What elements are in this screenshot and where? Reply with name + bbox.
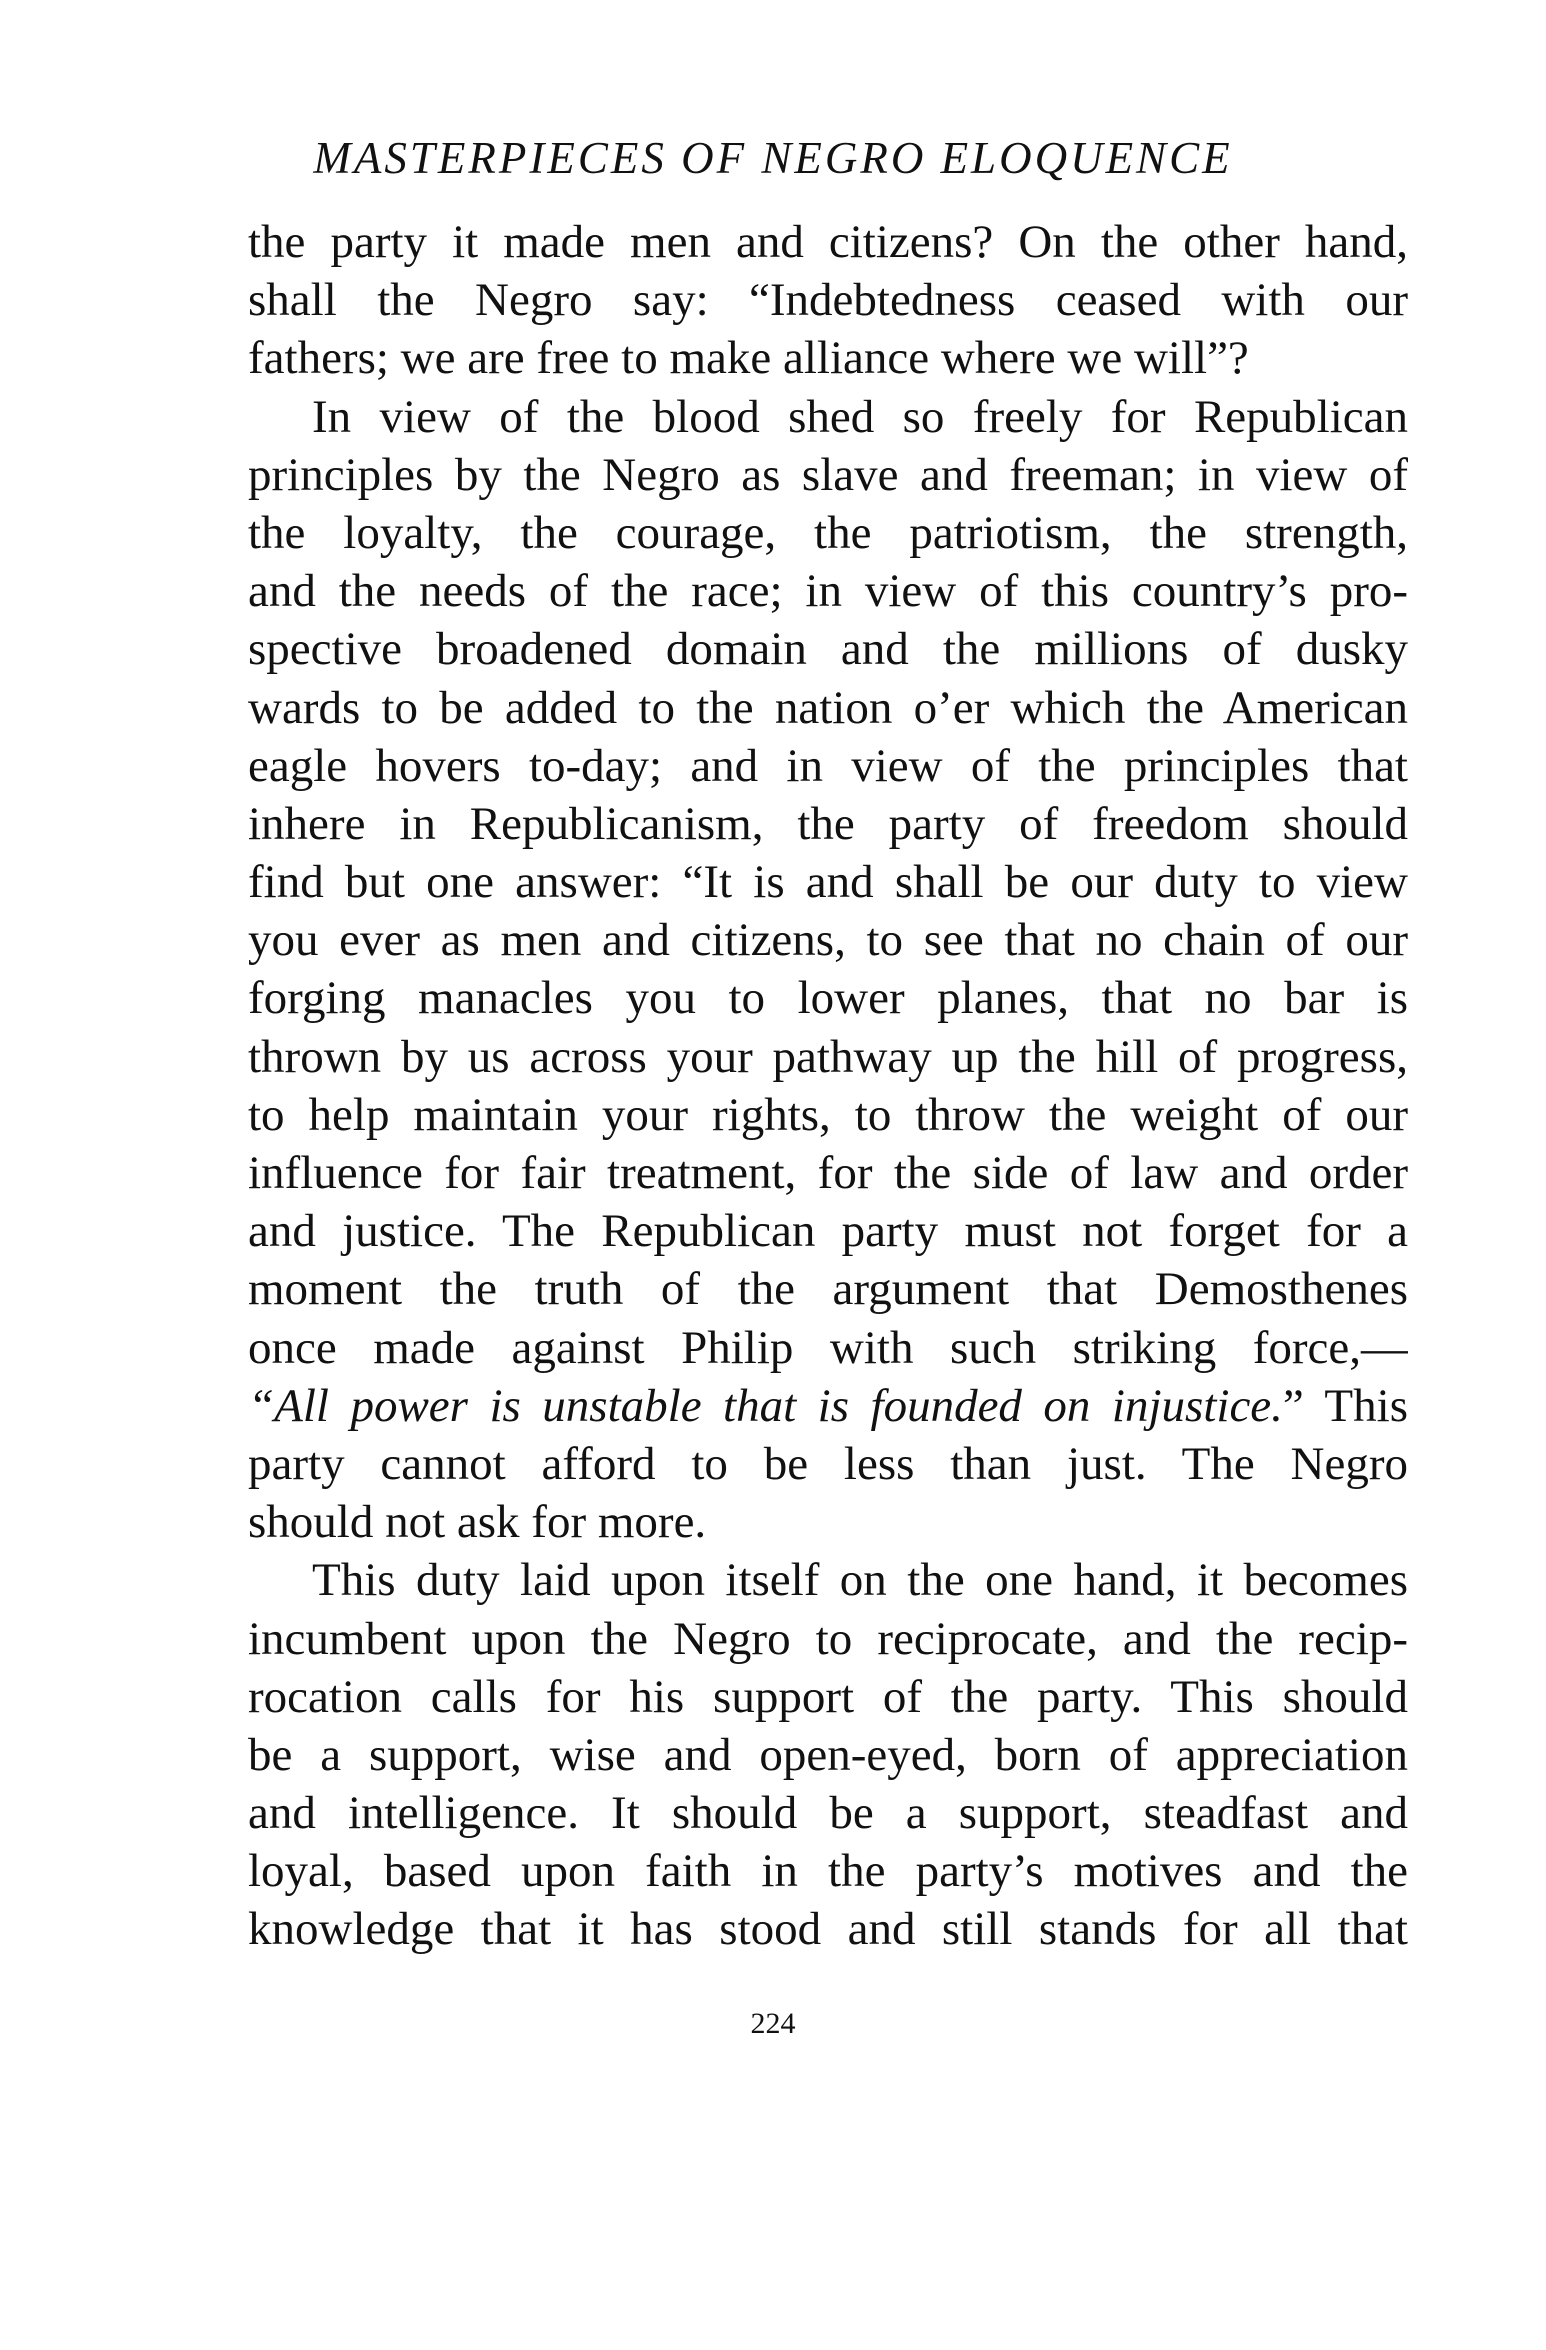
text-line: rocation calls for his support of the party. This should xyxy=(248,1670,1408,1723)
text-line: you ever as men and citizens, to see that no chain of our xyxy=(248,914,1408,967)
italic-quotation: “All power is unstable that is founded on injustice. xyxy=(248,1379,1283,1432)
body-text xyxy=(248,213,1408,1959)
text-line: find but one answer: “It is and shall be our duty to view xyxy=(248,856,1408,909)
text-line: be a support, wise and open-eyed, born of appreciation xyxy=(248,1728,1408,1781)
text-line: In view of the blood shed so freely for Republican xyxy=(312,390,1408,443)
text-line: fathers; we are free to make alliance where we will”? xyxy=(248,332,1249,385)
text-line: the loyalty, the courage, the patriotism, the strength, xyxy=(248,506,1408,559)
running-title: MASTERPIECES OF NEGRO ELOQUENCE xyxy=(313,133,1233,183)
text-line: should not ask for more. xyxy=(248,1496,707,1549)
text-line: once made against Philip with such striking force,— xyxy=(248,1321,1408,1374)
text-line: shall the Negro say: “Indebtedness ceased with our xyxy=(248,274,1408,327)
text-line: moment the truth of the argument that Demosthenes xyxy=(248,1263,1408,1316)
text-line: inhere in Republicanism, the party of freedom should xyxy=(248,797,1408,850)
text-line: forging manacles you to lower planes, that no bar is xyxy=(248,972,1408,1025)
text-line: and justice. The Republican party must not forget for a xyxy=(248,1205,1408,1258)
text-line: loyal, based upon faith in the party’s motives and the xyxy=(248,1845,1408,1898)
text-line: eagle hovers to-day; and in view of the principles that xyxy=(248,739,1408,792)
text-line: to help maintain your rights, to throw the weight of our xyxy=(248,1088,1408,1141)
text-line: thrown by us across your pathway up the hill of progress, xyxy=(248,1030,1408,1083)
quotation-close: ” This xyxy=(1282,1379,1408,1432)
text-line: wards to be added to the nation o’er which the American xyxy=(248,681,1408,734)
text-line: and the needs of the race; in view of this country’s pro- xyxy=(248,565,1408,618)
text-line: principles by the Negro as slave and freeman; in view of xyxy=(248,448,1408,501)
text-line: spective broadened domain and the millions of dusky xyxy=(248,623,1408,676)
text-line: and intelligence. It should be a support, steadfast and xyxy=(248,1787,1408,1840)
text-line: This duty laid upon itself on the one hand, it becomes xyxy=(312,1554,1408,1607)
page-number: 224 xyxy=(750,2007,796,2040)
text-line: influence for fair treatment, for the side of law and order xyxy=(248,1147,1408,1199)
quotation-line xyxy=(248,1377,1408,1435)
text-line: incumbent upon the Negro to reciprocate, and the recip- xyxy=(248,1612,1408,1665)
text-line: party cannot afford to be less than just. The Negro xyxy=(248,1437,1408,1490)
text-line: the party it made men and citizens? On the other hand, xyxy=(248,216,1408,268)
text-line: knowledge that it has stood and still stands for all that xyxy=(248,1903,1408,1956)
